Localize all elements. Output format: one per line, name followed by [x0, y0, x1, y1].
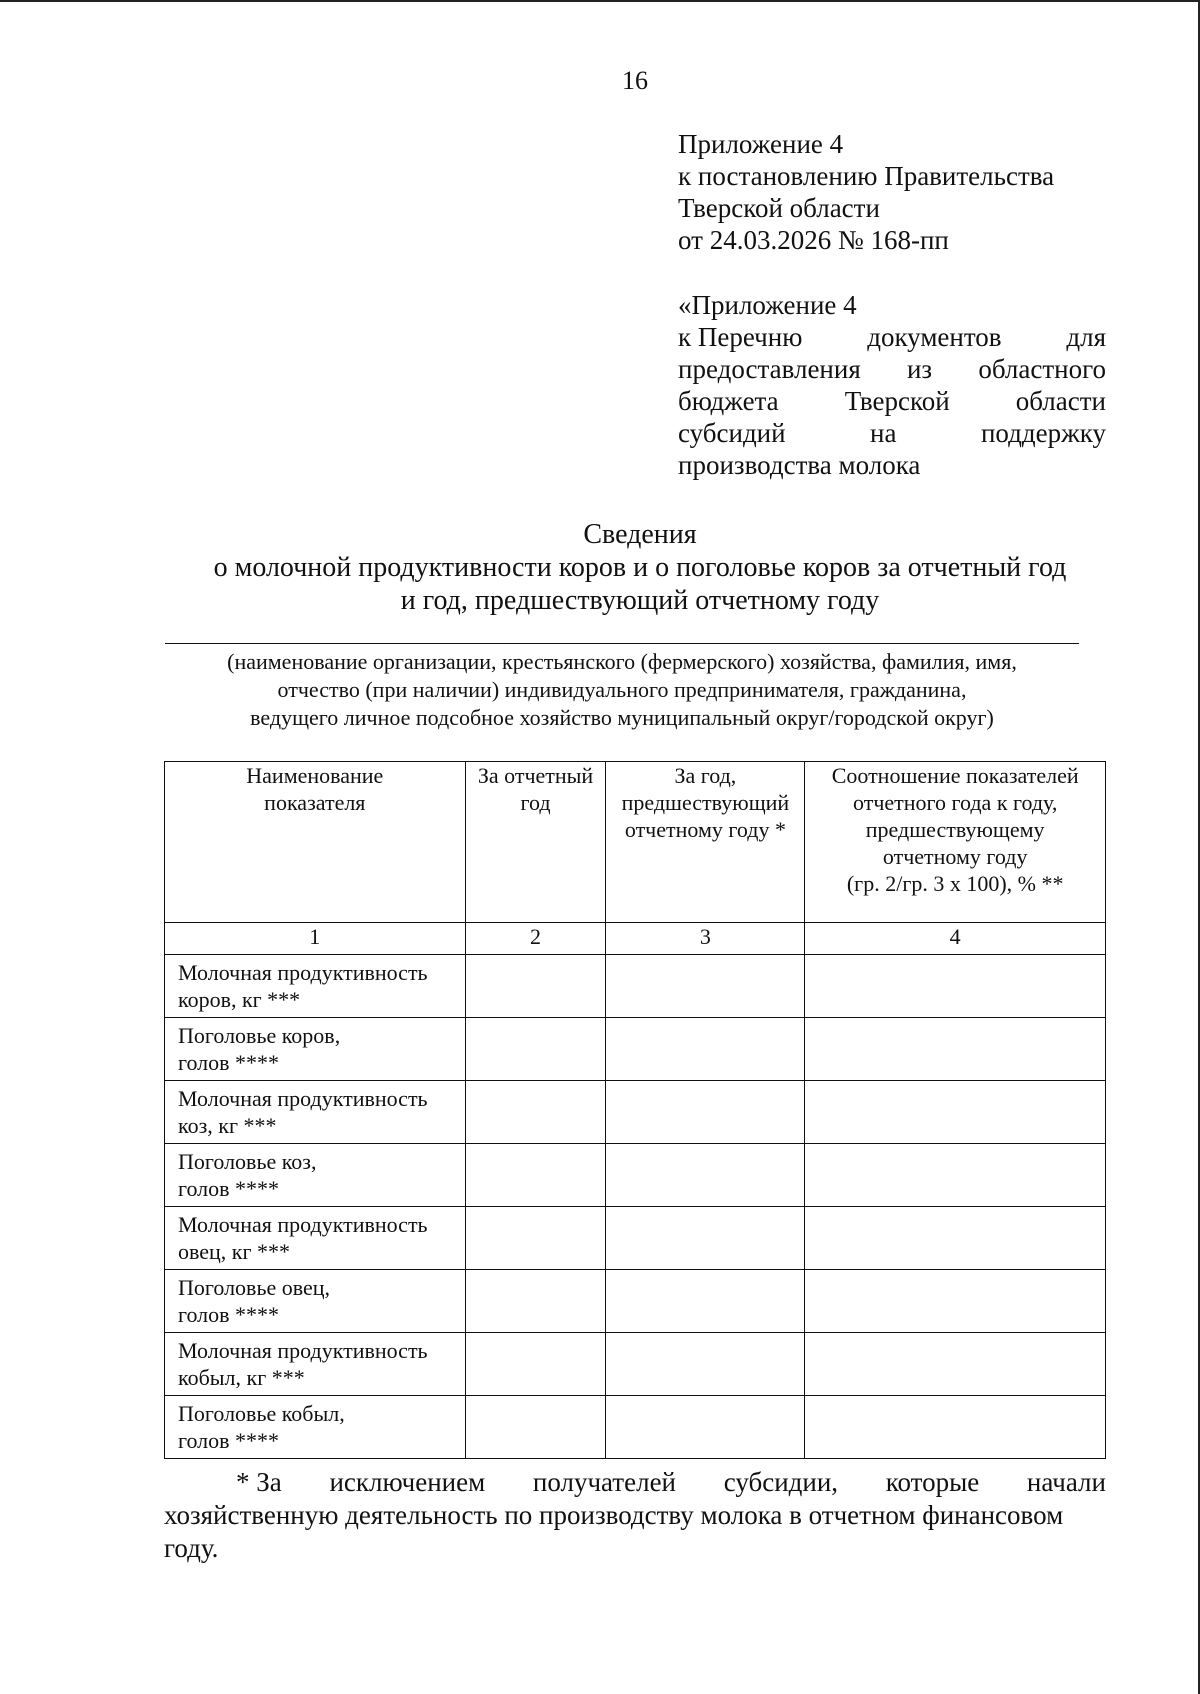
- column-number: 1: [165, 923, 466, 955]
- column-number-row: [165, 923, 1106, 955]
- indicator-text: Поголовье коров,: [178, 1023, 341, 1048]
- annex-quote-line: [678, 385, 1106, 417]
- organization-name-line: [165, 643, 1079, 644]
- word: на: [870, 418, 897, 448]
- header-cell: [165, 762, 466, 923]
- caption-line: отчество (при наличии) индивидуального предпринимателя, гражданина,: [277, 677, 967, 702]
- annex-line: Приложение 4: [678, 129, 844, 159]
- header-text: Наименование: [246, 763, 384, 788]
- previous-year-cell[interactable]: [606, 1207, 805, 1270]
- indicator-text: Молочная продуктивность: [178, 960, 428, 985]
- header-text: отчетному году: [882, 844, 1028, 869]
- annex-quote-line: [678, 353, 1106, 385]
- indicator-cell: [165, 1270, 466, 1333]
- header-text: показателя: [264, 790, 366, 815]
- header-text: (гр. 2/гр. 3 х 100), % **: [846, 871, 1064, 896]
- indicator-text: кобыл, кг ***: [178, 1365, 305, 1390]
- annex-line: от 24.03.2026 № 168-пп: [678, 225, 949, 255]
- indicator-text: Поголовье овец,: [178, 1275, 331, 1300]
- indicator-text: Молочная продуктивность: [178, 1086, 428, 1111]
- indicator-cell: [165, 1018, 466, 1081]
- annex-header: [678, 128, 1108, 256]
- ratio-cell[interactable]: [805, 1081, 1106, 1144]
- ratio-cell[interactable]: [805, 1018, 1106, 1081]
- header-cell: [465, 762, 606, 923]
- indicator-cell: [165, 955, 466, 1018]
- word: получателей: [532, 1467, 676, 1497]
- indicator-cell: [165, 1144, 466, 1207]
- annex-line: к постановлению Правительства: [678, 161, 1055, 191]
- indicator-text: коров, кг ***: [178, 987, 301, 1012]
- word: бюджета: [678, 386, 779, 416]
- reporting-year-cell[interactable]: [465, 1207, 606, 1270]
- word: областного: [978, 354, 1106, 384]
- table-row: [165, 1396, 1106, 1459]
- footnote-line: [164, 1466, 1106, 1499]
- annex-quote: [678, 289, 1106, 481]
- ratio-cell[interactable]: [805, 1396, 1106, 1459]
- word: * За: [236, 1467, 282, 1497]
- table-row: [165, 1081, 1106, 1144]
- reporting-year-cell[interactable]: [465, 1144, 606, 1207]
- table-row: [165, 1144, 1106, 1207]
- indicator-text: голов ****: [178, 1176, 280, 1201]
- title-line: о молочной продуктивности коров и о поголовье коров за отчетный год: [213, 552, 1067, 583]
- annex-line: Тверской области: [678, 193, 880, 223]
- header-text: За год,: [674, 763, 737, 788]
- table-row: [165, 1270, 1106, 1333]
- footnote-line: году.: [164, 1533, 219, 1563]
- table-row: [165, 1207, 1106, 1270]
- header-text: За отчетный: [477, 763, 594, 788]
- word: начали: [1026, 1467, 1106, 1497]
- indicator-text: голов ****: [178, 1050, 280, 1075]
- word: субсидии,: [723, 1467, 839, 1497]
- indicator-text: Поголовье коз,: [178, 1149, 317, 1174]
- indicator-text: голов ****: [178, 1302, 280, 1327]
- word: области: [1015, 386, 1106, 416]
- reporting-year-cell[interactable]: [465, 1018, 606, 1081]
- word: субсидий: [678, 418, 786, 448]
- caption-line: (наименование организации, крестьянского (фермерского) хозяйства, фамилия, имя,: [227, 649, 1017, 674]
- document-title: [160, 518, 1120, 617]
- indicator-text: голов ****: [178, 1428, 280, 1453]
- word: которые: [885, 1467, 980, 1497]
- previous-year-cell[interactable]: [606, 1396, 805, 1459]
- word: предоставления: [678, 354, 861, 384]
- word: документов: [867, 322, 1002, 352]
- column-number: 4: [805, 923, 1106, 955]
- caption-line: ведущего личное подсобное хозяйство муниципальный округ/городской округ): [250, 705, 994, 730]
- header-text: предшествующему: [865, 817, 1045, 842]
- indicator-cell: [165, 1081, 466, 1144]
- table-header-row: [165, 762, 1106, 923]
- table-row: [165, 955, 1106, 1018]
- indicator-cell: [165, 1207, 466, 1270]
- ratio-cell[interactable]: [805, 1144, 1106, 1207]
- footnote-line: хозяйственную деятельность по производству молока в отчетном финансовом: [164, 1500, 1064, 1530]
- header-text: отчетного года к году,: [853, 790, 1058, 815]
- word: к Перечню: [678, 322, 803, 352]
- indicator-text: Молочная продуктивность: [178, 1338, 428, 1363]
- table-row: [165, 1333, 1106, 1396]
- word: исключением: [329, 1467, 486, 1497]
- column-number: 2: [465, 923, 606, 955]
- annex-quote-line: [678, 417, 1106, 449]
- previous-year-cell[interactable]: [606, 1018, 805, 1081]
- annex-quote-line: «Приложение 4: [678, 290, 857, 320]
- indicator-cell: [165, 1333, 466, 1396]
- title-line: Сведения: [583, 519, 697, 550]
- word: из: [906, 354, 933, 384]
- header-cell: [606, 762, 805, 923]
- indicator-text: овец, кг ***: [178, 1239, 291, 1264]
- table-row: [165, 1018, 1106, 1081]
- previous-year-cell[interactable]: [606, 1333, 805, 1396]
- ratio-cell[interactable]: [805, 1207, 1106, 1270]
- previous-year-cell[interactable]: [606, 1270, 805, 1333]
- ratio-cell[interactable]: [805, 1333, 1106, 1396]
- previous-year-cell[interactable]: [606, 955, 805, 1018]
- column-number: 3: [606, 923, 805, 955]
- header-text: отчетному году *: [624, 817, 786, 842]
- footnote: [164, 1466, 1106, 1565]
- indicator-text: коз, кг ***: [178, 1113, 277, 1138]
- word: поддержку: [980, 418, 1106, 448]
- productivity-table: [164, 761, 1106, 1459]
- page-border-top: [0, 0, 1200, 2]
- previous-year-cell[interactable]: [606, 1144, 805, 1207]
- reporting-year-cell[interactable]: [465, 955, 606, 1018]
- word: для: [1066, 322, 1106, 352]
- reporting-year-cell[interactable]: [465, 1333, 606, 1396]
- header-cell: [805, 762, 1106, 923]
- reporting-year-cell[interactable]: [465, 1270, 606, 1333]
- header-text: год: [520, 790, 551, 815]
- ratio-cell[interactable]: [805, 1270, 1106, 1333]
- title-line: и год, предшествующий отчетному году: [400, 585, 880, 616]
- header-text: Соотношение показателей: [831, 763, 1079, 788]
- indicator-cell: [165, 1396, 466, 1459]
- indicator-text: Молочная продуктивность: [178, 1212, 428, 1237]
- word: Тверской: [844, 386, 950, 416]
- header-text: предшествующий: [621, 790, 790, 815]
- ratio-cell[interactable]: [805, 955, 1106, 1018]
- indicator-text: Поголовье кобыл,: [178, 1401, 345, 1426]
- page-number: 16: [622, 66, 648, 95]
- organization-name-caption: [150, 648, 1094, 732]
- reporting-year-cell[interactable]: [465, 1081, 606, 1144]
- annex-quote-line: [678, 321, 1106, 353]
- annex-quote-line: производства молока: [678, 450, 921, 480]
- previous-year-cell[interactable]: [606, 1081, 805, 1144]
- reporting-year-cell[interactable]: [465, 1396, 606, 1459]
